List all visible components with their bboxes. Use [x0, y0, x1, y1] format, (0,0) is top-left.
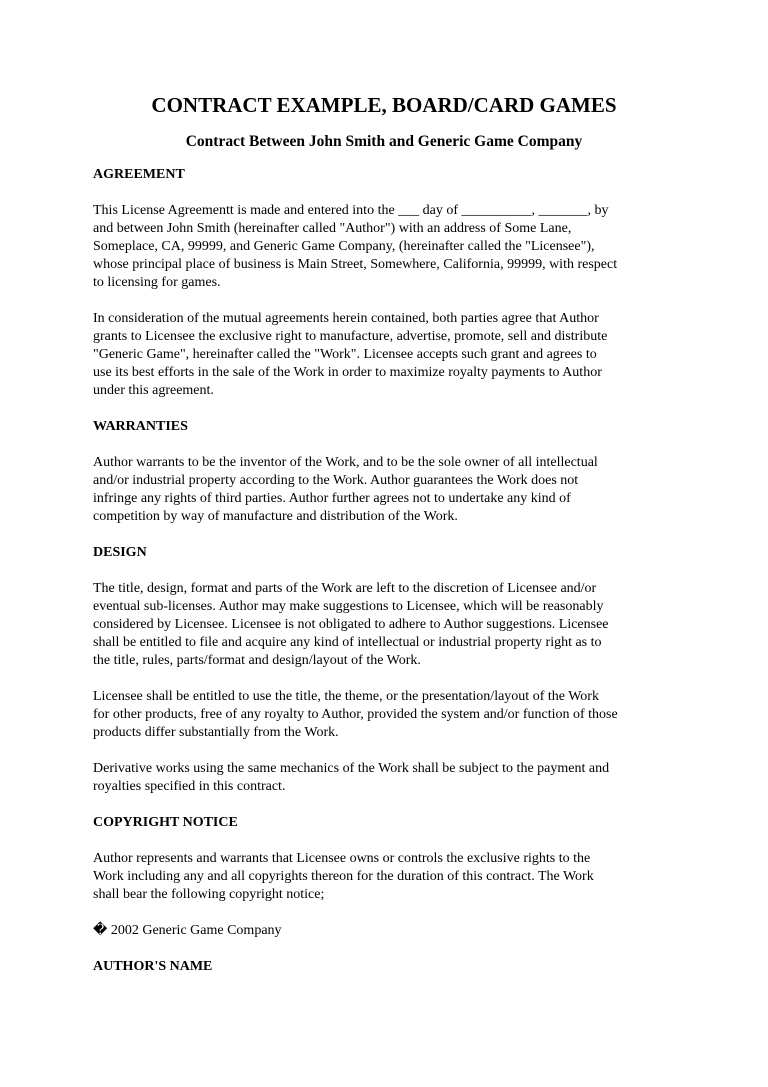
text-line: infringe any rights of third parties. Author further agrees not to undertake any kind of: [93, 491, 571, 506]
text-line: Derivative works using the same mechanics of the Work shall be subject to the payment and: [93, 761, 610, 776]
text-line: whose principal place of business is Main Street, Somewhere, California, 99999, with respect: [93, 257, 618, 272]
text-line: considered by Licensee. Licensee is not obligated to adhere to Author suggestions. Licensee: [93, 617, 609, 632]
paragraph-warranties-1: [93, 454, 683, 526]
paragraph-copyright-1: [93, 850, 683, 904]
text-line: Author represents and warrants that Licensee owns or controls the exclusive rights to the: [93, 851, 591, 866]
text-line: use its best efforts in the sale of the Work in order to maximize royalty payments to Author: [93, 365, 602, 380]
text-line: shall bear the following copyright notice;: [93, 887, 325, 902]
text-line: shall be entitled to file and acquire any kind of intellectual or industrial property right as to: [93, 635, 602, 650]
text-line: Someplace, CA, 99999, and Generic Game Company, (hereinafter called the "Licensee"),: [93, 239, 595, 254]
document-subtitle: Contract Between John Smith and Generic Game Company: [185, 133, 583, 150]
text-line: Author warrants to be the inventor of the Work, and to be the sole owner of all intellectual: [93, 455, 598, 470]
text-line: Work including any and all copyrights thereon for the duration of this contract. The Work: [93, 869, 594, 884]
text-line: and/or industrial property according to the Work. Author guarantees the Work does not: [93, 473, 579, 488]
text-line: under this agreement.: [93, 383, 214, 398]
copyright-notice-text: � 2002 Generic Game Company: [93, 923, 282, 938]
document-title: CONTRACT EXAMPLE, BOARD/CARD GAMES: [151, 93, 617, 117]
heading-warranties: WARRANTIES: [93, 419, 188, 434]
text-line: and between John Smith (hereinafter called "Author") with an address of Some Lane,: [93, 221, 572, 236]
text-line: products differ substantially from the Work.: [93, 725, 339, 740]
text-line: to licensing for games.: [93, 275, 221, 290]
paragraph-agreement-2: [93, 310, 683, 400]
heading-copyright-notice: COPYRIGHT NOTICE: [93, 815, 238, 830]
text-line: The title, design, format and parts of the Work are left to the discretion of Licensee and/or: [93, 581, 597, 596]
paragraph-design-3: [93, 760, 683, 796]
heading-authors-name: AUTHOR'S NAME: [93, 959, 213, 974]
text-line: for other products, free of any royalty to Author, provided the system and/or function of those: [93, 707, 618, 722]
text-line: grants to Licensee the exclusive right to manufacture, advertise, promote, sell and distribute: [93, 329, 608, 344]
text-line: the title, rules, parts/format and design/layout of the Work.: [93, 653, 421, 668]
paragraph-agreement-1: [93, 202, 683, 292]
text-line: In consideration of the mutual agreements herein contained, both parties agree that Author: [93, 311, 599, 326]
paragraph-design-2: [93, 688, 683, 742]
text-line: eventual sub-licenses. Author may make suggestions to Licensee, which will be reasonably: [93, 599, 604, 614]
paragraph-design-1: [93, 580, 683, 670]
heading-agreement: AGREEMENT: [93, 167, 185, 182]
heading-design: DESIGN: [93, 545, 147, 560]
text-line: royalties specified in this contract.: [93, 779, 286, 794]
text-line: competition by way of manufacture and distribution of the Work.: [93, 509, 458, 524]
text-line: This License Agreementt is made and entered into the ___ day of __________, _______, by: [93, 203, 609, 218]
text-line: Licensee shall be entitled to use the title, the theme, or the presentation/layout of the Work: [93, 689, 599, 704]
text-line: "Generic Game", hereinafter called the "Work". Licensee accepts such grant and agrees to: [93, 347, 597, 362]
